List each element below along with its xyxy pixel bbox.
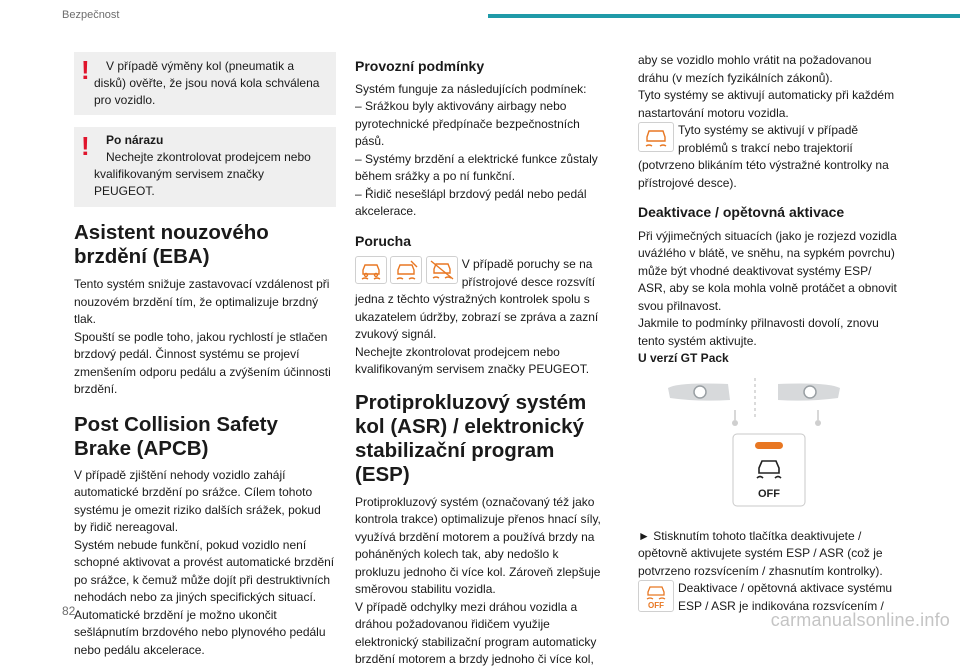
steering-illustration	[638, 376, 900, 526]
porucha-text: V případě poruchy se na přístrojové desce rozsvítí jedna z těchto výstražných kontrolek spolu s ukazatelem údržby, zobrazí se zpráva a zazní zvukový signál.	[355, 257, 599, 341]
deaktivace-heading: Deaktivace / opětovná aktivace	[638, 204, 845, 220]
column-2	[355, 58, 607, 669]
deaktivace-text: Při výjimečných situacích (jako je rozjezd vozidla uváźlého v blátě, ve sněhu, na sypkém povrchu) může být vhodné deaktivovat systémy ESP/ ASR, aby se kola mohla volně protáčet a obnovit svou přilnavost.	[638, 228, 897, 313]
apcb-text: V případě zjištění nehody vozidlo zahájí automatické brzdění po srážce. Cílem tohoto systému je omezit riziko dalších srážek, pokud by řidič nereagoval.	[74, 467, 321, 534]
esp-off-label: OFF	[758, 487, 780, 500]
condition-2: – Systémy brzdění a elektrické funkce zůstaly během srážky a po ní funkční.	[355, 151, 598, 183]
apcb-heading: Post Collision Safety Brake (APCB)	[74, 412, 278, 460]
esp-off-icon	[638, 580, 674, 612]
porucha-text-2: Nechejte zkontrolovat prodejcem nebo kvalifikovaným servisem značky PEUGEOT.	[355, 344, 590, 376]
eba-text: Tento systém snižuje zastavovací vzdálenost při nouzovém brzdění tím, že optimalizuje brzdný tlak.	[74, 277, 330, 326]
column-1	[74, 52, 336, 659]
page-number: 82	[62, 604, 76, 618]
porucha-block	[355, 256, 607, 344]
eba-text-2: Spouští se podle toho, jakou rychlostí je stlačen brzdový pedál. Činnost systému se projeví zmenšením odporu pedálu a zvýšením účinnosti brzdění.	[74, 329, 331, 396]
deaktivace-text-2: Jakmile to podmínky přilnavosti dovolí, znovu tento systém aktivujte.	[638, 316, 879, 348]
warning-box-collision	[74, 127, 336, 207]
warning-lamps	[355, 256, 458, 284]
apcb-text-2: Systém nebude funkční, pokud vozidlo není schopné aktivovat a provést automatické brzdění po srážce, k čemuž může dojít při destruktivních nehodách nebo za jiných specifických situací.	[74, 537, 335, 604]
exclamation-icon: !	[81, 131, 90, 161]
column-3	[638, 52, 900, 615]
section-title: Bezpečnost	[62, 9, 120, 21]
condition-1: – Srážkou byly aktivovány airbagy nebo pyrotechnické předpínače bezpečnostních pásů.	[355, 99, 580, 148]
porucha-heading: Porucha	[355, 232, 412, 249]
condition-3: – Řidič nesešlápl brzdový pedál nebo pedál akcelerace.	[355, 186, 587, 218]
asr-text: Protiprokluzový systém (označovaný též jako kontrola trakce) optimalizuje přenos hnací síly, využívá brzdění motorem a používá brzdy na poháněných kolech tak, aby nedošlo k prokluzu jednoho či více kol. Zároveň zlepšuje směrovou stabilitu vozidla.	[355, 494, 601, 596]
header-accent-bar	[488, 14, 960, 18]
svg-text:OFF: OFF	[648, 601, 664, 610]
esp-button-diagram	[638, 376, 900, 526]
asr-auto-activation: Tyto systémy se aktivují automaticky při každém nastartování motoru vozidla.	[638, 88, 895, 120]
skid-lamp-block	[638, 122, 900, 192]
apcb-text-3: Automatické brzdění je možno ukončit sešlápnutím brzdového nebo plynového pedálu nebo pedálu akcelerace.	[74, 607, 326, 657]
warning-text-collision: Nechejte zkontrolovat prodejcem nebo kvalifikovaným servisem značky PEUGEOT.	[94, 150, 311, 198]
gt-pack-label: U verzí GT Pack	[638, 351, 729, 365]
esp-warning-icon	[390, 256, 422, 284]
skid-warning-icon	[638, 122, 674, 152]
steering-wheel-right	[778, 383, 840, 400]
watermark: carmanualsonline.info	[770, 610, 950, 630]
asr-continued: aby se vozidlo mohlo vrátit na požadovanou dráhu (v mezích fyzikálních zákonů).	[638, 53, 872, 85]
provozni-heading: Provozní podmínky	[355, 58, 485, 74]
esp-off-text: Deaktivace / opětovná aktivace systému ESP / ASR je indikována rozsvícením /	[678, 581, 893, 613]
skid-off-warning-icon	[426, 256, 458, 284]
warning-title-collision: Po nárazu	[106, 133, 164, 147]
warning-box-wheels	[74, 52, 336, 115]
press-button-text: ► Stisknutím tohoto tlačítka deaktivujete / opětovně aktivujete systém ESP / ASR (což je potvrzeno rozsvícením / zhasnutím kontrolky).	[638, 528, 883, 578]
eba-heading: Asistent nouzového brzdění (EBA)	[74, 221, 269, 268]
skid-lamp-text: Tyto systémy se aktivují v případě problémů s trakcí nebo trajektorií (potvrzeno blikáním této výstražné kontrolky na přístrojové desce).	[638, 123, 889, 190]
provozni-intro: Systém funguje za následujících podmínek:	[355, 81, 587, 96]
steering-wheel-left	[668, 383, 730, 400]
asr-text-2: V případě odchylky mezi dráhou vozidla a dráhou požadovanou řidičem využije elektronický stabilizační program automaticky brzdění motorem a brzdy jednoho či více kol,	[355, 599, 597, 666]
exclamation-icon: !	[81, 55, 90, 85]
asr-heading: Protiprokluzový systém kol (ASR) / elektronický stabilizační program (ESP)	[355, 390, 587, 486]
skid-warning-icon	[355, 256, 387, 284]
warning-text-wheels: V případě výměny kol (pneumatik a disků) ověřte, že jsou nová kola schválena pro vozidlo.	[94, 59, 320, 107]
